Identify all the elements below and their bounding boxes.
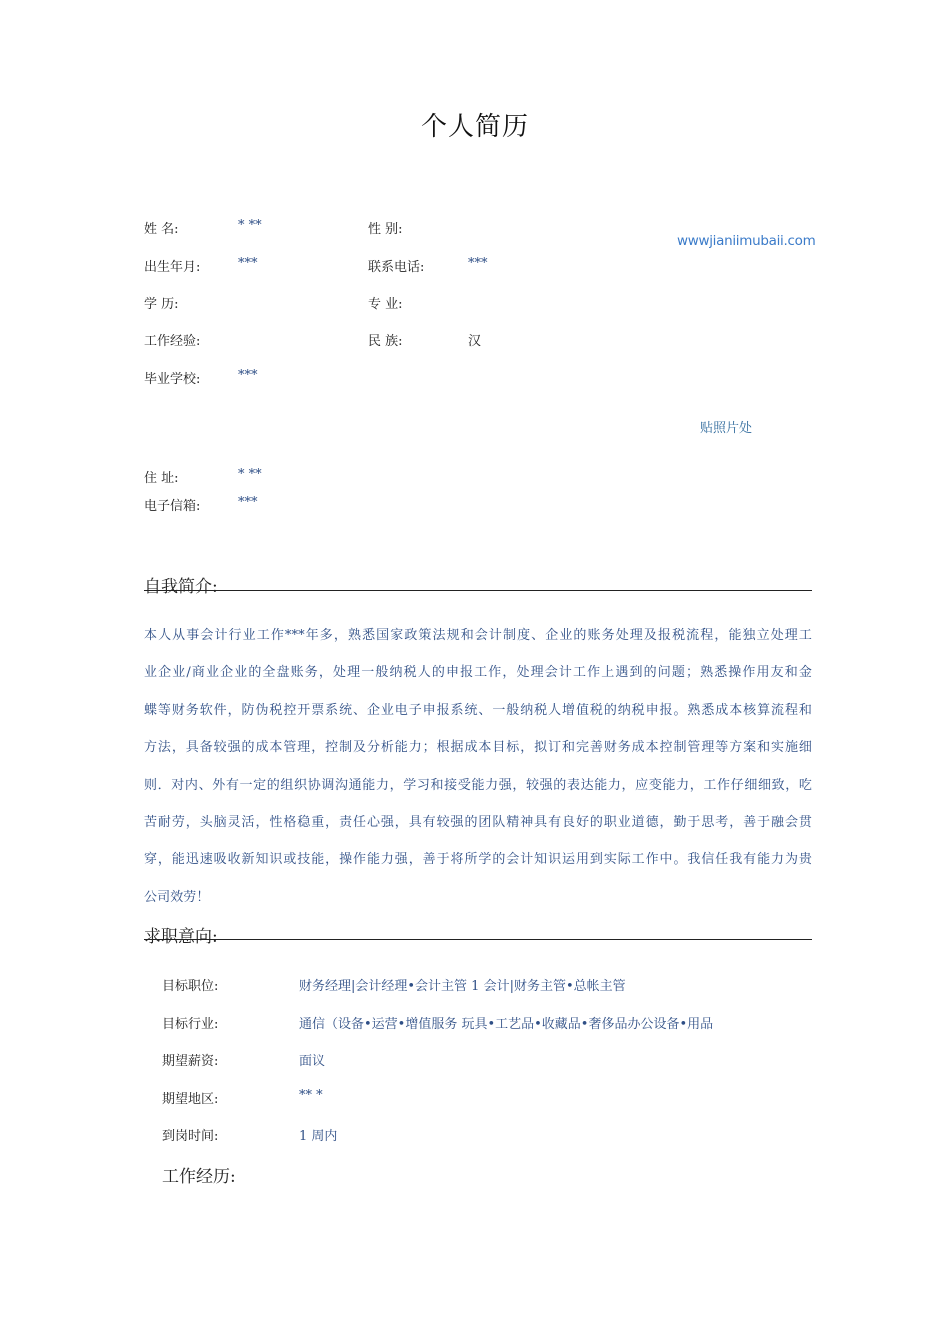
expected-salary-value: 面议 (299, 1054, 326, 1069)
watermark-text: wwwjianiimubaii.com (677, 233, 816, 249)
target-industry-value: 通信（设备•运营•增值服务 玩具•工艺品•收藏品•奢侈品办公设备•用品 (299, 1017, 714, 1032)
email-label: 电子信箱: (144, 499, 201, 514)
education-label: 学 历: (144, 297, 179, 312)
intro-line: 苦耐劳，头脑灵活，性格稳重，责任心强，具有较强的团队精神具有良好的职业道德，勤于思考，善于融会贯 (144, 814, 812, 830)
birth-label: 出生年月: (144, 260, 201, 275)
major-label: 专 业: (368, 297, 403, 312)
expected-region-label: 期望地区: (162, 1092, 219, 1107)
expected-region-value: ** * (299, 1088, 323, 1103)
intro-divider (144, 590, 812, 591)
school-value: *** (238, 368, 258, 383)
work-heading: 工作经历: (162, 1167, 236, 1187)
gender-label: 性 别: (368, 222, 403, 237)
address-value: * ** (238, 467, 262, 482)
intro-line: 方法，具备较强的成本管理，控制及分析能力；根据成本目标，拟订和完善财务成本控制管理等方案和实施细 (144, 740, 812, 756)
phone-label: 联系电话: (368, 260, 425, 275)
expected-salary-label: 期望薪资: (162, 1054, 219, 1069)
intro-paragraph (144, 617, 812, 916)
intro-line: 则．对内、外有一定的组织协调沟通能力，学习和接受能力强，较强的表达能力，应变能力，工作仔细细致，吃 (144, 777, 812, 793)
intro-heading: 自我简介: (144, 577, 218, 597)
email-value: *** (238, 495, 258, 510)
target-industry-label: 目标行业: (162, 1017, 219, 1032)
name-label: 姓 名: (144, 222, 179, 237)
target-position-label: 目标职位: (162, 979, 219, 994)
school-label: 毕业学校: (144, 372, 201, 387)
ethnicity-label: 民 族: (368, 334, 403, 349)
address-label: 住 址: (144, 471, 179, 486)
start-time-label: 到岗时间: (162, 1129, 219, 1144)
target-position-value: 财务经理|会计经理•会计主管 1 会计|财务主管•总帐主管 (299, 979, 626, 994)
photo-placeholder: 贴照片处 (700, 421, 753, 436)
intro-line: 蝶等财务软件，防伪税控开票系统、企业电子申报系统、一般纳税人增值税的纳税申报。熟悉成本核算流程和 (144, 702, 812, 718)
intention-heading: 求职意向: (144, 927, 218, 947)
birth-value: *** (238, 256, 258, 271)
intention-divider (144, 939, 812, 940)
page-title: 个人简历 (420, 112, 529, 142)
intro-line: 穿，能迅速吸收新知识或技能，操作能力强，善于将所学的会计知识运用到实际工作中。我信任我有能力为贵 (144, 852, 812, 868)
start-time-value: 1 周内 (299, 1129, 338, 1144)
intro-line: 公司效劳！ (144, 889, 210, 905)
experience-label: 工作经验: (144, 334, 201, 349)
name-value: * ** (238, 218, 262, 233)
intro-line: 业企业/商业企业的全盘账务，处理一般纳税人的申报工作，处理会计工作上遇到的问题；熟悉操作用友和金 (144, 665, 812, 681)
phone-value: *** (468, 256, 488, 271)
ethnicity-value: 汉 (468, 334, 482, 349)
intro-line: 本人从事会计行业工作***年多，熟悉国家政策法规和会计制度、企业的账务处理及报税流程，能独立处理工 (144, 628, 812, 643)
